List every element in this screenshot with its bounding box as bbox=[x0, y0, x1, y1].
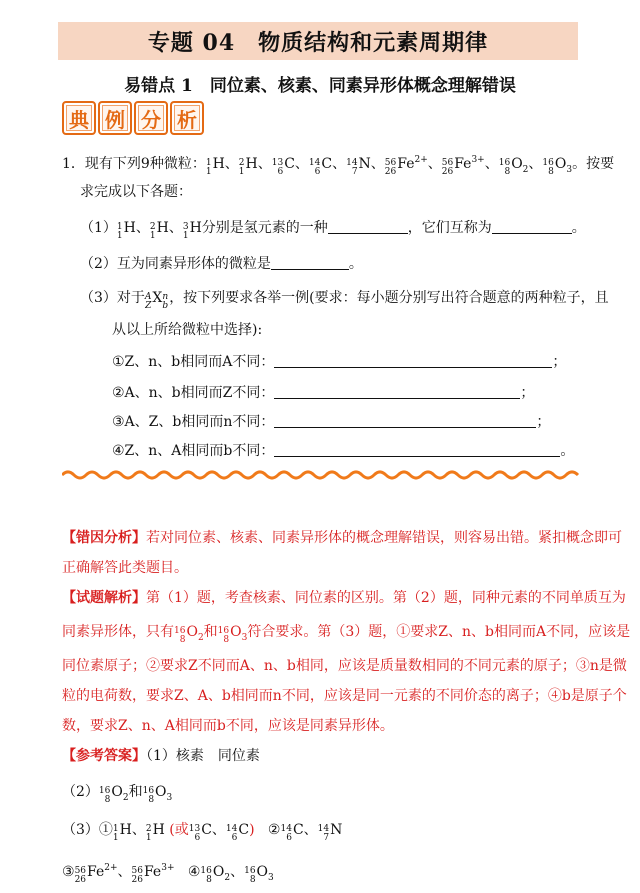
answer-line-1: 【参考答案】（1）核素 同位素 bbox=[62, 748, 260, 764]
topic-title: 专题 04 物质结构和元素周期律 bbox=[147, 29, 489, 56]
subquestion-3-part-1: ①Z、n、b相同而A不同： ； bbox=[112, 354, 567, 370]
solution-line-1: 【试题解析】第（1）题，考查核素、同位素的区别。第（2）题，同种元素的不同单质互为 bbox=[62, 590, 626, 606]
error-analysis-label: 【错因分析】 bbox=[62, 530, 146, 546]
question-intro: 现有下列9种微粒： bbox=[84, 156, 206, 172]
solution-line-4: 粒的电荷数，要求Z、A、b相同而n不同，应该是同一元素的不同价态的离子；④b是原子个 bbox=[62, 688, 627, 704]
question-number: 1． bbox=[62, 156, 85, 172]
example-analysis-stamp bbox=[62, 101, 204, 135]
answer-blank[interactable] bbox=[492, 219, 572, 234]
subquestion-2: （2）互为同素异形体的微粒是 。 bbox=[80, 256, 363, 272]
subquestion-1: （1） 1 1 H、 2 1 H、 3 1 H分别是氢元素的一种 ，它们互称为 。 bbox=[80, 220, 586, 241]
answer-line-2: （2） 16 8 $O_2$和 16 8 $O_3$ bbox=[62, 784, 173, 805]
stamp-char: 典 bbox=[62, 101, 96, 135]
answer-blank[interactable] bbox=[328, 219, 408, 234]
subquestion-3-line-2: 从以上所给微粒中选择): bbox=[112, 322, 263, 338]
answer-line-4: ③ 56 26 $Fe^{2+}$、 56 26 $Fe^{3+}$ ④ 16 8 $O_2$、 16 8 $O_3$ bbox=[62, 863, 274, 885]
solution-line-5: 数，要求Z、n、A相同而b不同，应该是同素异形体。 bbox=[62, 718, 394, 734]
stamp-char: 析 bbox=[170, 101, 204, 135]
error-point-subtitle: 易错点 1 同位素、核素、同素异形体概念理解错误 bbox=[124, 76, 516, 96]
question-line-1: 1．现有下列9种微粒： 1 1 H、 2 1 H、 13 6 C、 14 6 C、 14 7 N、 56 26 $Fe^{2+}$、 56 26 $Fe^{3+}$、 16 8 $O_2$、 16 8 $O_3$。按要 bbox=[62, 155, 615, 177]
answer-blank[interactable] bbox=[274, 384, 520, 399]
answer-line-3: （3）① 1 1 H、 2 1 H (或 13 6 C、 14 6 C) ② 14 6 C、 14 7 N bbox=[62, 822, 343, 843]
subquestion-3-part-2: ②A、n、b相同而Z不同： ； bbox=[112, 385, 535, 401]
error-analysis-line-2: 正确解答此类题目。 bbox=[62, 560, 188, 576]
solution-line-3: 同位素原子；②要求Z不同而A、n、b相同，应该是质量数相同的不同元素的原子；③n是微 bbox=[62, 658, 627, 674]
answer-blank[interactable] bbox=[274, 353, 552, 368]
wavy-divider bbox=[62, 468, 580, 482]
subquestion-3-part-4: ④Z、n、A相同而b不同： 。 bbox=[112, 443, 575, 459]
solution-line-2: 同素异形体，只有 16 8 $O_2$和 16 8 $O_3$符合要求。第（3）题，①要求Z、n、b相同而A不同，应该是 bbox=[62, 624, 631, 645]
subquestion-3: （3）对于 A Z X n b ，按下列要求各举一例(要求：每小题分别写出符合题意的两种粒子，且 bbox=[80, 290, 609, 311]
stamp-char: 分 bbox=[134, 101, 168, 135]
topic-banner bbox=[58, 22, 578, 60]
subquestion-3-part-3: ③A、Z、b相同而n不同： ； bbox=[112, 414, 551, 430]
answer-blank[interactable] bbox=[274, 442, 560, 457]
stamp-char: 例 bbox=[98, 101, 132, 135]
error-analysis-line-1: 【错因分析】若对同位素、核素、同素异形体的概念理解错误，则容易出错。紧扣概念即可 bbox=[62, 530, 622, 546]
answer-blank[interactable] bbox=[271, 255, 349, 270]
answer-blank[interactable] bbox=[274, 413, 536, 428]
answer-label: 【参考答案】 bbox=[62, 748, 146, 764]
question-line-2: 求完成以下各题： bbox=[80, 184, 192, 200]
solution-label: 【试题解析】 bbox=[62, 590, 146, 606]
